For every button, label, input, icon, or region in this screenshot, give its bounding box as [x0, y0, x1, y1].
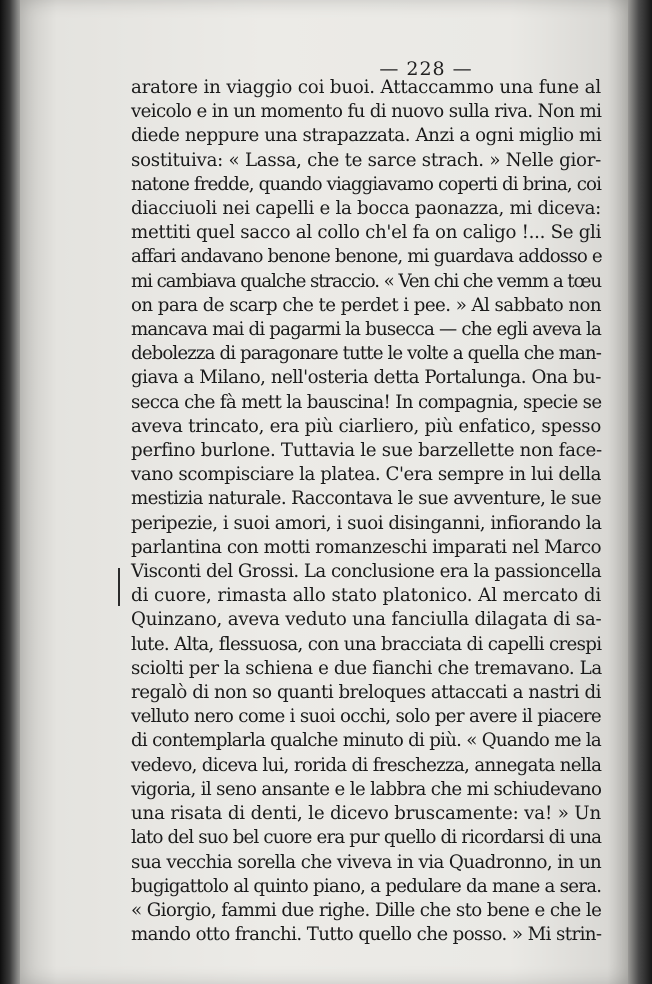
text-line: sua vecchia sorella che viveva in via Quadronno, in un	[131, 851, 602, 873]
text-line: Quinzano, aveva veduto una fanciulla dilagata di sa-	[131, 609, 602, 631]
text-line: aratore in viaggio coi buoi. Attaccammo una fune al	[131, 77, 601, 98]
text-line: lute. Alta, flessuosa, con una bracciata di capelli crespi	[131, 633, 602, 655]
text-line: di contemplarla qualche minuto di più. « Quando me la	[131, 730, 601, 752]
text-line: Visconti del Grossi. La conclusione era la passioncella	[131, 561, 602, 583]
text-line: mettiti quel sacco al collo ch'el fa on caligo !... Se gli	[131, 222, 602, 244]
text-line: sostituiva: « Lassa, che te sarce strach. » Nelle gior-	[131, 149, 602, 171]
text-line: « Giorgio, fammi due righe. Dille che sto bene e che le	[131, 899, 602, 921]
text-line: lato del suo bel cuore era pur quello di ricordarsi di una	[131, 827, 602, 849]
text-line: regalò di non so quanti breloques attaccati a nastri di	[131, 682, 601, 704]
text-line: diacciuoli nei capelli e la bocca paonazza, mi diceva:	[131, 198, 601, 220]
text-line: diede neppure una strapazzata. Anzi a ogni miglio mi	[131, 125, 602, 147]
text-line: mancava mai di pagarmi la busecca — che egli aveva la	[131, 319, 601, 341]
text-line: vedevo, diceva lui, rorida di freschezza, annegata nella	[131, 754, 602, 776]
text-line: mestizia naturale. Raccontava le sue avventure, le sue	[131, 488, 601, 510]
text-line: giava a Milano, nell'osteria detta Portalunga. Ona bu-	[131, 367, 601, 389]
text-line: sciolti per la schiena e due fianchi che tremavano. La	[131, 657, 602, 679]
text-line: velluto nero come i suoi occhi, solo per avere il piacere	[131, 706, 601, 728]
text-line: aveva trincato, era più ciarliero, più enfatico, spesso	[131, 415, 601, 437]
text-line: veicolo e in un momento fu di nuovo sulla riva. Non mi	[131, 101, 602, 123]
text-line: vigoria, il seno ansante e le labbra che mi schiudevano	[131, 778, 602, 800]
text-line: bugigattolo al quinto piano, a pedulare da mane a sera.	[131, 875, 602, 897]
text-line: mi cambiava qualche straccio. « Ven chi che vemm a tœu	[131, 270, 601, 292]
text-line: secca che fà mett la bauscina! In compagnia, specie se	[131, 391, 602, 413]
text-line: di cuore, rimasta allo stato platonico. Al mercato di	[131, 585, 602, 607]
text-line: parlantina con motti romanzeschi imparati nel Marco	[131, 536, 602, 558]
text-line: natone fredde, quando viaggiavamo coperti di brina, coi	[131, 173, 601, 195]
margin-mark	[118, 568, 120, 606]
text-line: mando otto franchi. Tutto quello che posso. » Mi strin-	[131, 924, 602, 946]
text-line: peripezie, i suoi amori, i suoi disinganni, infiorando la	[131, 512, 602, 534]
text-line: on para de scarp che te perdet i pee. » Al sabbato non	[131, 294, 601, 316]
text-line: una risata di denti, le dicevo bruscamente: va! » Un	[131, 803, 601, 825]
page-number: — 228 —	[379, 58, 473, 80]
body-text	[131, 76, 601, 947]
text-line: affari andavano benone benone, mi guardava addosso e	[131, 246, 602, 268]
text-line: vano scompisciare la platea. C'era sempre in lui della	[131, 464, 601, 486]
text-line: debolezza di paragonare tutte le volte a quella che man-	[131, 343, 601, 365]
book-edge-right	[628, 0, 652, 984]
text-line: perfino burlone. Tuttavia le sue barzellette non face-	[131, 440, 602, 462]
